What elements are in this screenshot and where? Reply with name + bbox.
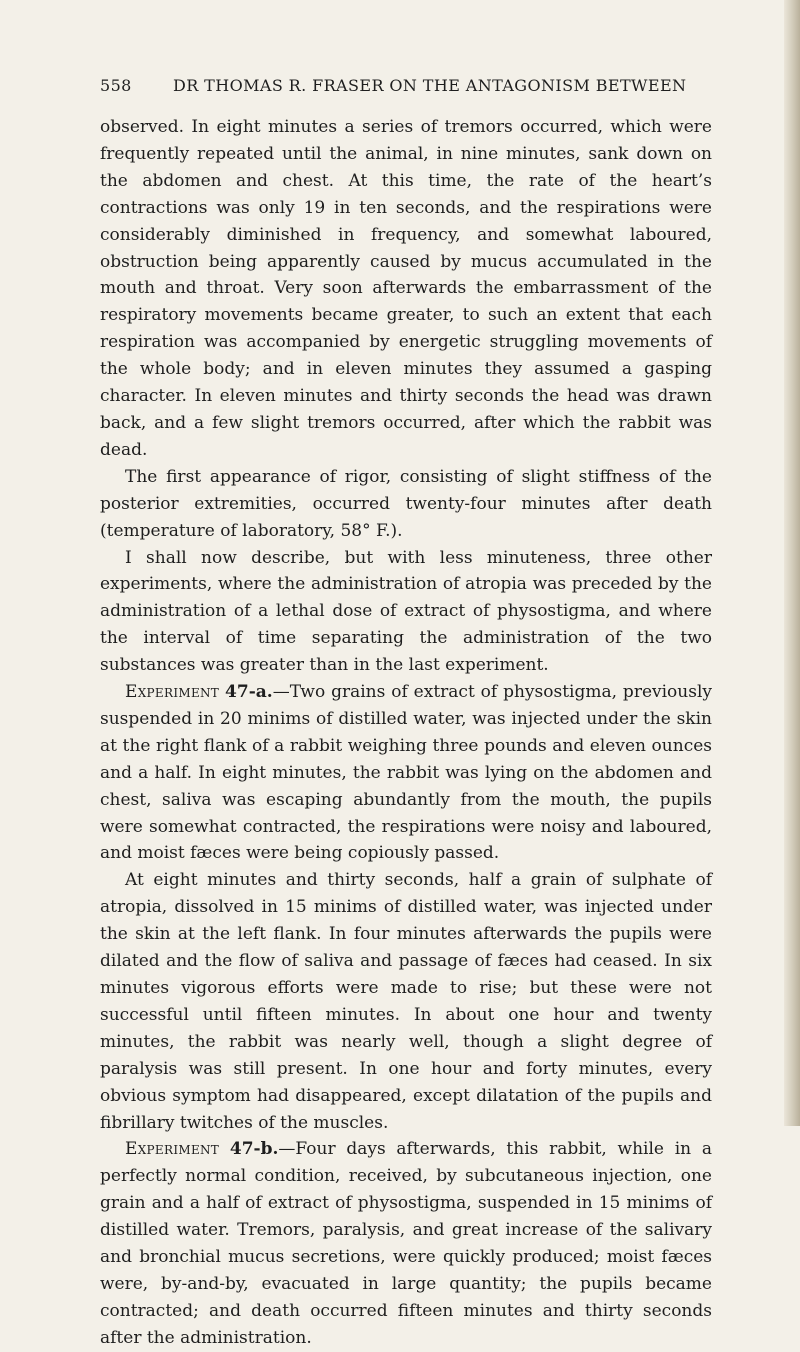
experiment-caption: Experiment [125,1139,220,1160]
paragraph-experiment-47a [100,679,712,867]
paragraph-atropia-injection: At eight minutes and thirty seconds, half a grain of sulphate of atropia, dissolved in 15 minims of distilled water, was injected under the skin at the left flank. In four minutes afterwards the pupils were dilated and the flow of saliva and passage of fæces had ceased. In six minutes vigorous efforts were made to rise; but these were not successful until fifteen minutes. In about one hour and twenty minutes, the rabbit was nearly well, though a slight degree of paralysis was still present. In one hour and forty minutes, every obvious symptom had disappeared, except dilatation of the pupils and fibrillary twitches of the muscles. [100,870,712,1133]
page-edge-shadow [784,0,800,1126]
experiment-text: —Two grains of extract of physostigma, previously suspended in 20 minims of distilled water, was injected under the skin at the right flank of a rabbit weighing three pounds and eleven ounces and a half. In eight minutes, the rabbit was lying on the abdomen and chest, saliva was escaping abundantly from the mouth, the pupils were somewhat contracted, the respirations were noisy and laboured, and moist fæces were being copiously passed. [100,682,712,864]
experiment-text: —Four days afterwards, this rabbit, while in a perfectly normal condition, received, by subcutaneous injection, one grain and a half of extract of physostigma, suspended in 15 minims of distilled water. Tremors, paralysis, and great increase of the salivary and bronchial mucus secretions, were quickly produced; moist fæces were, by-and-by, evacuated in large quantity; the pupils became contracted; and death occurred fifteen minutes and thirty seconds after the administration. [100,1139,712,1348]
paragraph-intro-experiments: I shall now describe, but with less minuteness, three other experiments, where the administration of atropia was preceded by the administration of a lethal dose of extract of physostigma, and where the interval of time separating the administration of the two substances was greater than in the last experiment. [100,547,712,676]
experiment-label: 47-a. [225,682,273,703]
experiment-caption: Experiment [125,682,220,703]
paragraph-rigor: The first appearance of rigor, consisting of slight stiffness of the posterior extremities, occurred twenty-four minutes after death (temperature of laboratory, 58° F.). [100,466,712,541]
page-number: 558 [100,76,132,95]
body-text [100,114,712,1352]
running-title: DR THOMAS R. FRASER ON THE ANTAGONISM BETWEEN [173,76,687,95]
experiment-label: 47-b. [229,1139,279,1160]
paragraph-experiment-47b [100,1136,712,1351]
paragraph-tremors: observed. In eight minutes a series of tremors occurred, which were frequently repeated until the animal, in nine minutes, sank down on the abdomen and chest. At this time, the rate of the heart’s contractions was only 19 in ten seconds, and the respirations were considerably diminished in frequency, and somewhat laboured, obstruction being apparently caused by mucus accumulated in the mouth and throat. Very soon afterwards the embarrassment of the respiratory movements became greater, to such an extent that each respiration was accompanied by energetic struggling movements of the whole body; and in eleven minutes they assumed a gasping character. In eleven minutes and thirty seconds the head was drawn back, and a few slight tremors occurred, after which the rabbit was dead. [100,117,712,460]
